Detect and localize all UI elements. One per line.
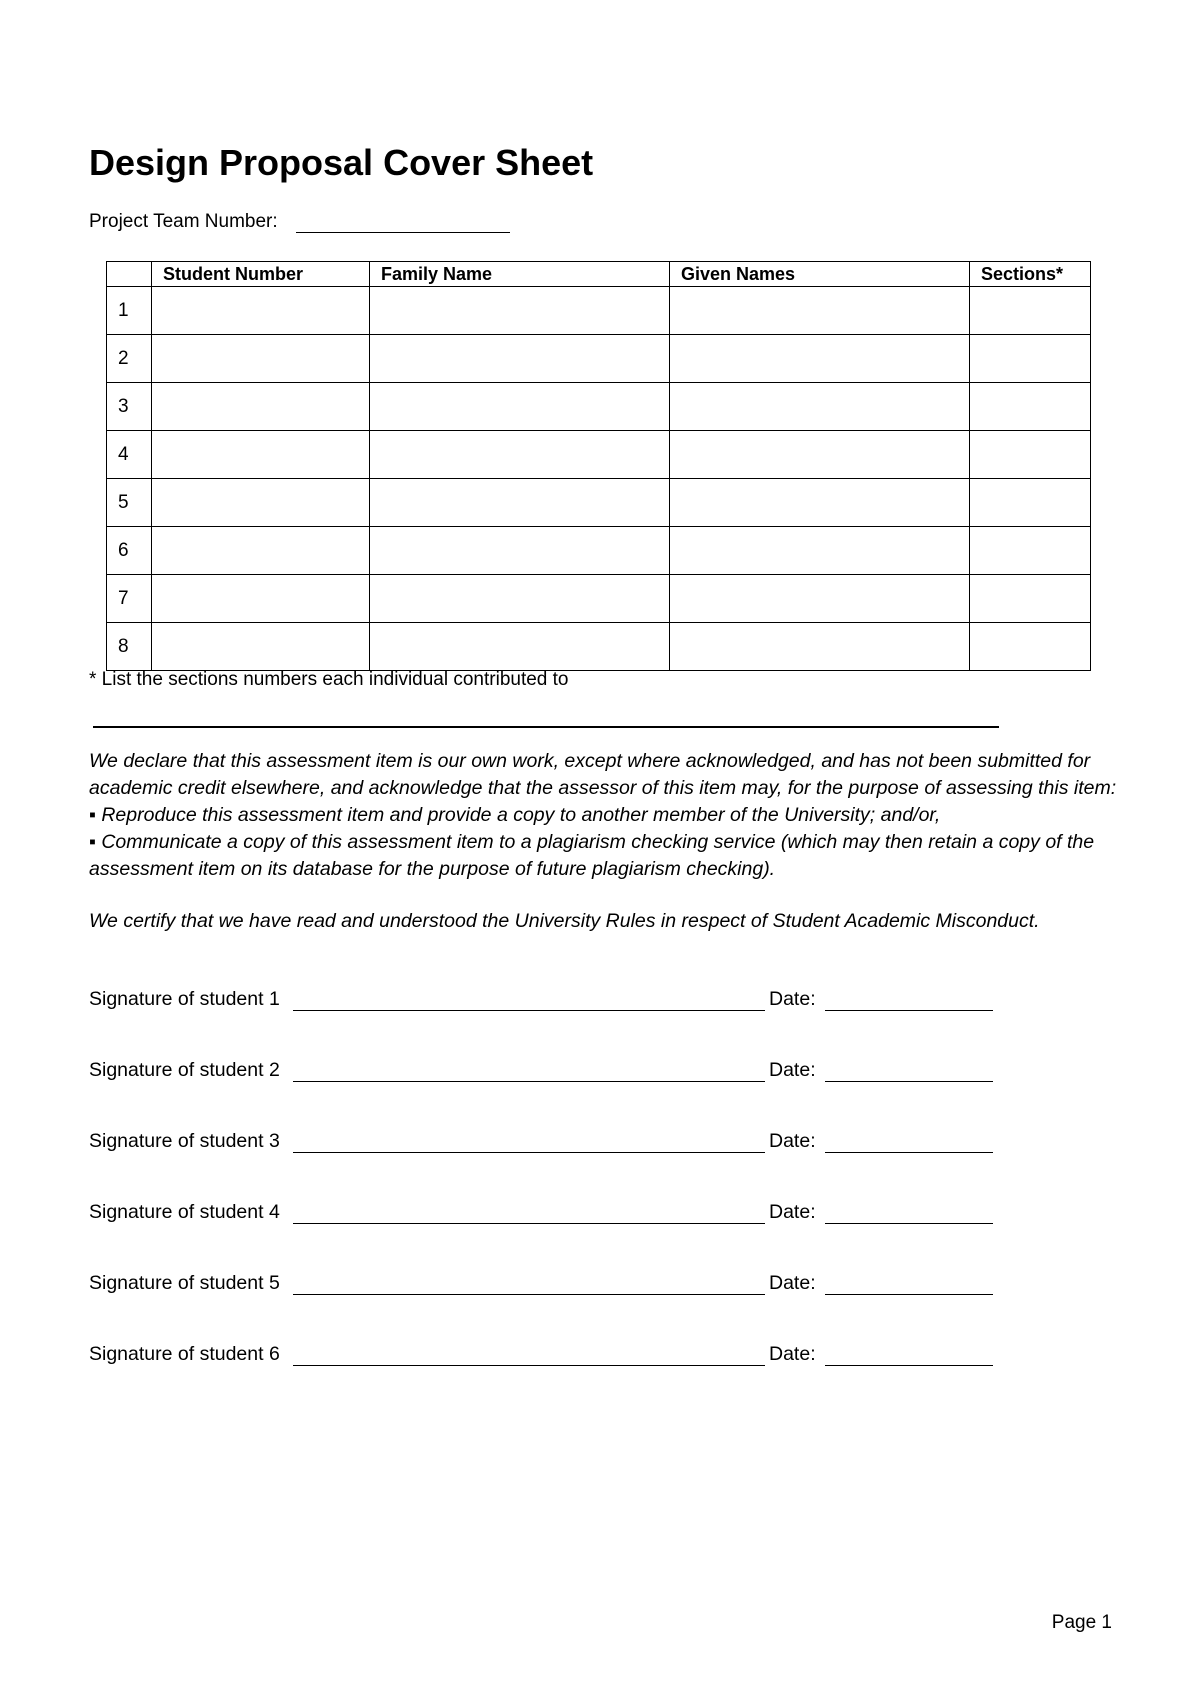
sections-cell[interactable] xyxy=(970,527,1091,575)
table-row xyxy=(107,479,1091,527)
signature-field[interactable] xyxy=(293,1365,765,1366)
date-field[interactable] xyxy=(825,1365,993,1366)
date-field[interactable] xyxy=(825,1294,993,1295)
sections-cell[interactable] xyxy=(970,479,1091,527)
header-student-number: Student Number xyxy=(152,262,370,287)
family-name-cell[interactable] xyxy=(370,335,670,383)
table-row xyxy=(107,527,1091,575)
signature-field[interactable] xyxy=(293,1152,765,1153)
signature-field[interactable] xyxy=(293,1010,765,1011)
team-number-field[interactable] xyxy=(296,210,510,233)
page-number: Page 1 xyxy=(1051,1612,1112,1633)
student-number-cell[interactable] xyxy=(152,383,370,431)
family-name-cell[interactable] xyxy=(370,431,670,479)
sections-cell[interactable] xyxy=(970,383,1091,431)
family-name-cell[interactable] xyxy=(370,383,670,431)
team-number-label: Project Team Number: xyxy=(89,211,278,232)
paragraph-gap xyxy=(89,883,1119,908)
declaration-bullet: ▪ Communicate a copy of this assessment item to a plagiarism checking service (which may then retain a copy of the assessment item on its database for the purpose of future plagiarism checking). xyxy=(89,831,1095,880)
signature-label: Signature of student 2 xyxy=(89,1059,280,1081)
signature-label: Signature of student 5 xyxy=(89,1272,280,1294)
certification-statement: We certify that we have read and understood the University Rules in respect of Student Academic Misconduct. xyxy=(89,910,1040,932)
horizontal-divider xyxy=(93,726,999,728)
given-names-cell[interactable] xyxy=(670,431,970,479)
header-index xyxy=(107,262,152,287)
signature-label: Signature of student 1 xyxy=(89,988,280,1010)
date-label: Date: xyxy=(769,1201,816,1223)
given-names-cell[interactable] xyxy=(670,527,970,575)
given-names-cell[interactable] xyxy=(670,623,970,671)
date-label: Date: xyxy=(769,1272,816,1294)
family-name-cell[interactable] xyxy=(370,479,670,527)
date-field[interactable] xyxy=(825,1152,993,1153)
declaration-bullet: ▪ Reproduce this assessment item and provide a copy to another member of the University; and/or, xyxy=(89,804,941,826)
declaration-paragraph: We declare that this assessment item is our own work, except where acknowledged, and has not been submitted for academic credit elsewhere, and acknowledge that the assessor of this item may, for the purpose of assessing this item: xyxy=(89,750,1117,799)
student-number-cell[interactable] xyxy=(152,527,370,575)
signature-field[interactable] xyxy=(293,1223,765,1224)
signature-field[interactable] xyxy=(293,1081,765,1082)
row-number: 5 xyxy=(107,479,152,527)
sections-cell[interactable] xyxy=(970,287,1091,335)
table-row xyxy=(107,575,1091,623)
declaration-block xyxy=(89,748,1119,935)
table-row xyxy=(107,383,1091,431)
student-table xyxy=(106,261,1091,671)
page-title: Design Proposal Cover Sheet xyxy=(89,142,594,183)
row-number: 3 xyxy=(107,383,152,431)
given-names-cell[interactable] xyxy=(670,287,970,335)
student-number-cell[interactable] xyxy=(152,479,370,527)
date-field[interactable] xyxy=(825,1223,993,1224)
row-number: 4 xyxy=(107,431,152,479)
date-label: Date: xyxy=(769,1059,816,1081)
team-number-row xyxy=(89,210,510,233)
row-number: 2 xyxy=(107,335,152,383)
signature-field[interactable] xyxy=(293,1294,765,1295)
row-number: 1 xyxy=(107,287,152,335)
sections-cell[interactable] xyxy=(970,623,1091,671)
given-names-cell[interactable] xyxy=(670,575,970,623)
table-row xyxy=(107,623,1091,671)
header-family-name: Family Name xyxy=(370,262,670,287)
sections-cell[interactable] xyxy=(970,431,1091,479)
row-number: 7 xyxy=(107,575,152,623)
student-number-cell[interactable] xyxy=(152,287,370,335)
table-row xyxy=(107,431,1091,479)
row-number: 6 xyxy=(107,527,152,575)
given-names-cell[interactable] xyxy=(670,335,970,383)
signature-label: Signature of student 6 xyxy=(89,1343,280,1365)
date-field[interactable] xyxy=(825,1010,993,1011)
sections-cell[interactable] xyxy=(970,335,1091,383)
signature-label: Signature of student 3 xyxy=(89,1130,280,1152)
family-name-cell[interactable] xyxy=(370,623,670,671)
table-header-row xyxy=(107,262,1091,287)
student-number-cell[interactable] xyxy=(152,575,370,623)
family-name-cell[interactable] xyxy=(370,527,670,575)
student-number-cell[interactable] xyxy=(152,623,370,671)
table-row xyxy=(107,335,1091,383)
student-number-cell[interactable] xyxy=(152,335,370,383)
family-name-cell[interactable] xyxy=(370,575,670,623)
row-number: 8 xyxy=(107,623,152,671)
header-sections: Sections* xyxy=(970,262,1091,287)
student-number-cell[interactable] xyxy=(152,431,370,479)
sections-cell[interactable] xyxy=(970,575,1091,623)
signature-label: Signature of student 4 xyxy=(89,1201,280,1223)
date-label: Date: xyxy=(769,988,816,1010)
given-names-cell[interactable] xyxy=(670,383,970,431)
date-label: Date: xyxy=(769,1130,816,1152)
date-label: Date: xyxy=(769,1343,816,1365)
table-footnote: * List the sections numbers each individual contributed to xyxy=(89,669,569,690)
date-field[interactable] xyxy=(825,1081,993,1082)
family-name-cell[interactable] xyxy=(370,287,670,335)
table-row xyxy=(107,287,1091,335)
given-names-cell[interactable] xyxy=(670,479,970,527)
header-given-names: Given Names xyxy=(670,262,970,287)
